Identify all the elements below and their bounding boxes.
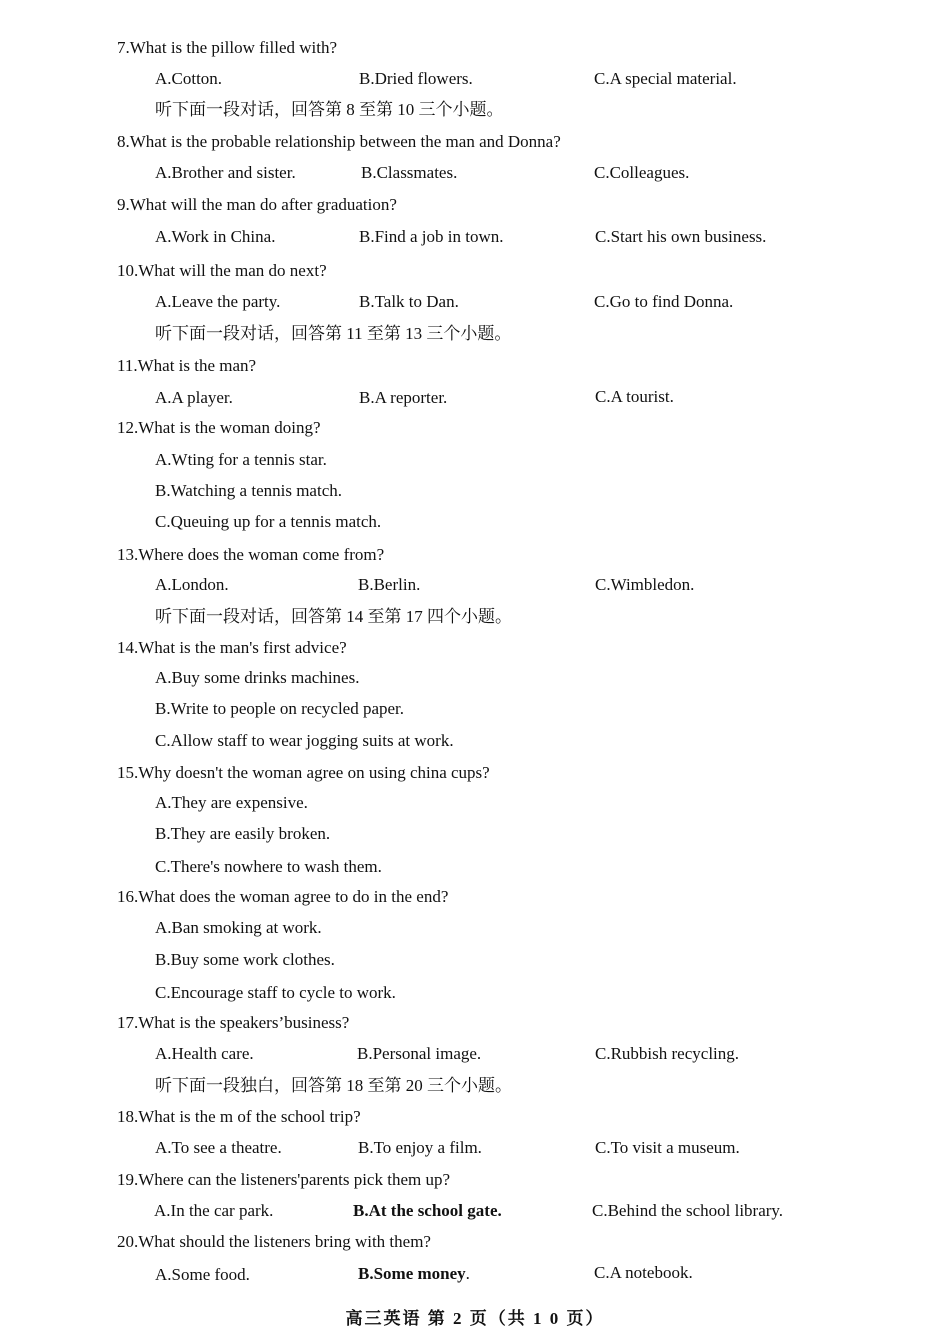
- instruction-8-10: 听下面一段对话，回答第 8 至第 10 三个小题。: [155, 100, 504, 119]
- option-10b: B.Talk to Dan.: [359, 292, 459, 311]
- option-16c: C.Encourage staff to cycle to work.: [155, 983, 396, 1002]
- question-15: 15.Why doesn't the woman agree on using china cups?: [117, 763, 490, 782]
- question-8: 8.What is the probable relationship between the man and Donna?: [117, 132, 561, 151]
- option-10c: C.Go to find Donna.: [594, 292, 734, 311]
- option-20b-bold: B.Some money: [358, 1264, 466, 1283]
- page-footer: 高三英语 第 2 页（共 1 0 页）: [345, 1309, 605, 1328]
- option-20a: A.Some food.: [155, 1265, 250, 1284]
- option-10a: A.Leave the party.: [155, 292, 281, 311]
- instruction-18-20: 听下面一段独白，回答第 18 至第 20 三个小题。: [155, 1076, 512, 1095]
- option-8a: A.Brother and sister.: [155, 163, 296, 182]
- question-11: 11.What is the man?: [117, 356, 257, 375]
- instruction-11-13: 听下面一段对话，回答第 11 至第 13 三个小题。: [155, 324, 512, 343]
- question-20: 20.What should the listeners bring with them?: [117, 1232, 431, 1251]
- option-8b: B.Classmates.: [361, 163, 458, 182]
- option-19c: C.Behind the school library.: [592, 1201, 784, 1220]
- option-7b: B.Dried flowers.: [359, 69, 473, 88]
- option-14a: A.Buy some drinks machines.: [155, 668, 360, 687]
- option-16b: B.Buy some work clothes.: [155, 950, 335, 969]
- question-16: 16.What does the woman agree to do in the end?: [117, 887, 449, 906]
- option-11a: A.A player.: [155, 388, 233, 407]
- option-19a: A.In the car park.: [154, 1201, 274, 1220]
- question-9: 9.What will the man do after graduation?: [117, 195, 397, 214]
- question-17: 17.What is the speakers’business?: [117, 1013, 350, 1032]
- option-20b: [358, 1263, 470, 1285]
- option-20c: C.A notebook.: [594, 1263, 693, 1282]
- option-11b: B.A reporter.: [359, 388, 448, 407]
- option-13b: B.Berlin.: [358, 575, 421, 594]
- question-19: 19.Where can the listeners'parents pick them up?: [117, 1170, 451, 1189]
- option-15b: B.They are easily broken.: [155, 824, 331, 843]
- option-11c: C.A tourist.: [595, 387, 674, 406]
- option-18c: C.To visit a museum.: [595, 1138, 740, 1157]
- option-13a: A.London.: [155, 575, 229, 594]
- option-12a: A.Wting for a tennis star.: [155, 450, 327, 469]
- instruction-14-17: 听下面一段对话，回答第 14 至第 17 四个小题。: [155, 607, 512, 626]
- option-15c: C.There's nowhere to wash them.: [155, 857, 382, 876]
- option-7c: C.A special material.: [594, 69, 737, 88]
- option-17b: B.Personal image.: [357, 1044, 482, 1063]
- question-14: 14.What is the man's first advice?: [117, 638, 347, 657]
- option-7a: A.Cotton.: [155, 69, 223, 88]
- question-10: 10.What will the man do next?: [117, 261, 327, 280]
- question-13: 13.Where does the woman come from?: [117, 545, 385, 564]
- option-17a: A.Health care.: [155, 1044, 254, 1063]
- option-8c: C.Colleagues.: [594, 163, 690, 182]
- option-17c: C.Rubbish recycling.: [595, 1044, 740, 1063]
- question-7: 7.What is the pillow filled with?: [117, 38, 338, 57]
- option-18a: A.To see a theatre.: [155, 1138, 282, 1157]
- option-9a: A.Work in China.: [155, 227, 276, 246]
- question-12: 12.What is the woman doing?: [117, 418, 321, 437]
- option-19b: B.At the school gate.: [353, 1201, 502, 1220]
- option-9b: B.Find a job in town.: [359, 227, 504, 246]
- option-9c: C.Start his own business.: [595, 227, 767, 246]
- option-12c: C.Queuing up for a tennis match.: [155, 512, 382, 531]
- option-16a: A.Ban smoking at work.: [155, 918, 322, 937]
- option-14b: B.Write to people on recycled paper.: [155, 699, 405, 718]
- option-18b: B.To enjoy a film.: [358, 1138, 482, 1157]
- option-13c: C.Wimbledon.: [595, 575, 695, 594]
- option-20b-tail: .: [465, 1264, 470, 1283]
- option-12b: B.Watching a tennis match.: [155, 481, 342, 500]
- question-18: 18.What is the m of the school trip?: [117, 1107, 361, 1126]
- option-14c: C.Allow staff to wear jogging suits at work.: [155, 731, 454, 750]
- option-15a: A.They are expensive.: [155, 793, 308, 812]
